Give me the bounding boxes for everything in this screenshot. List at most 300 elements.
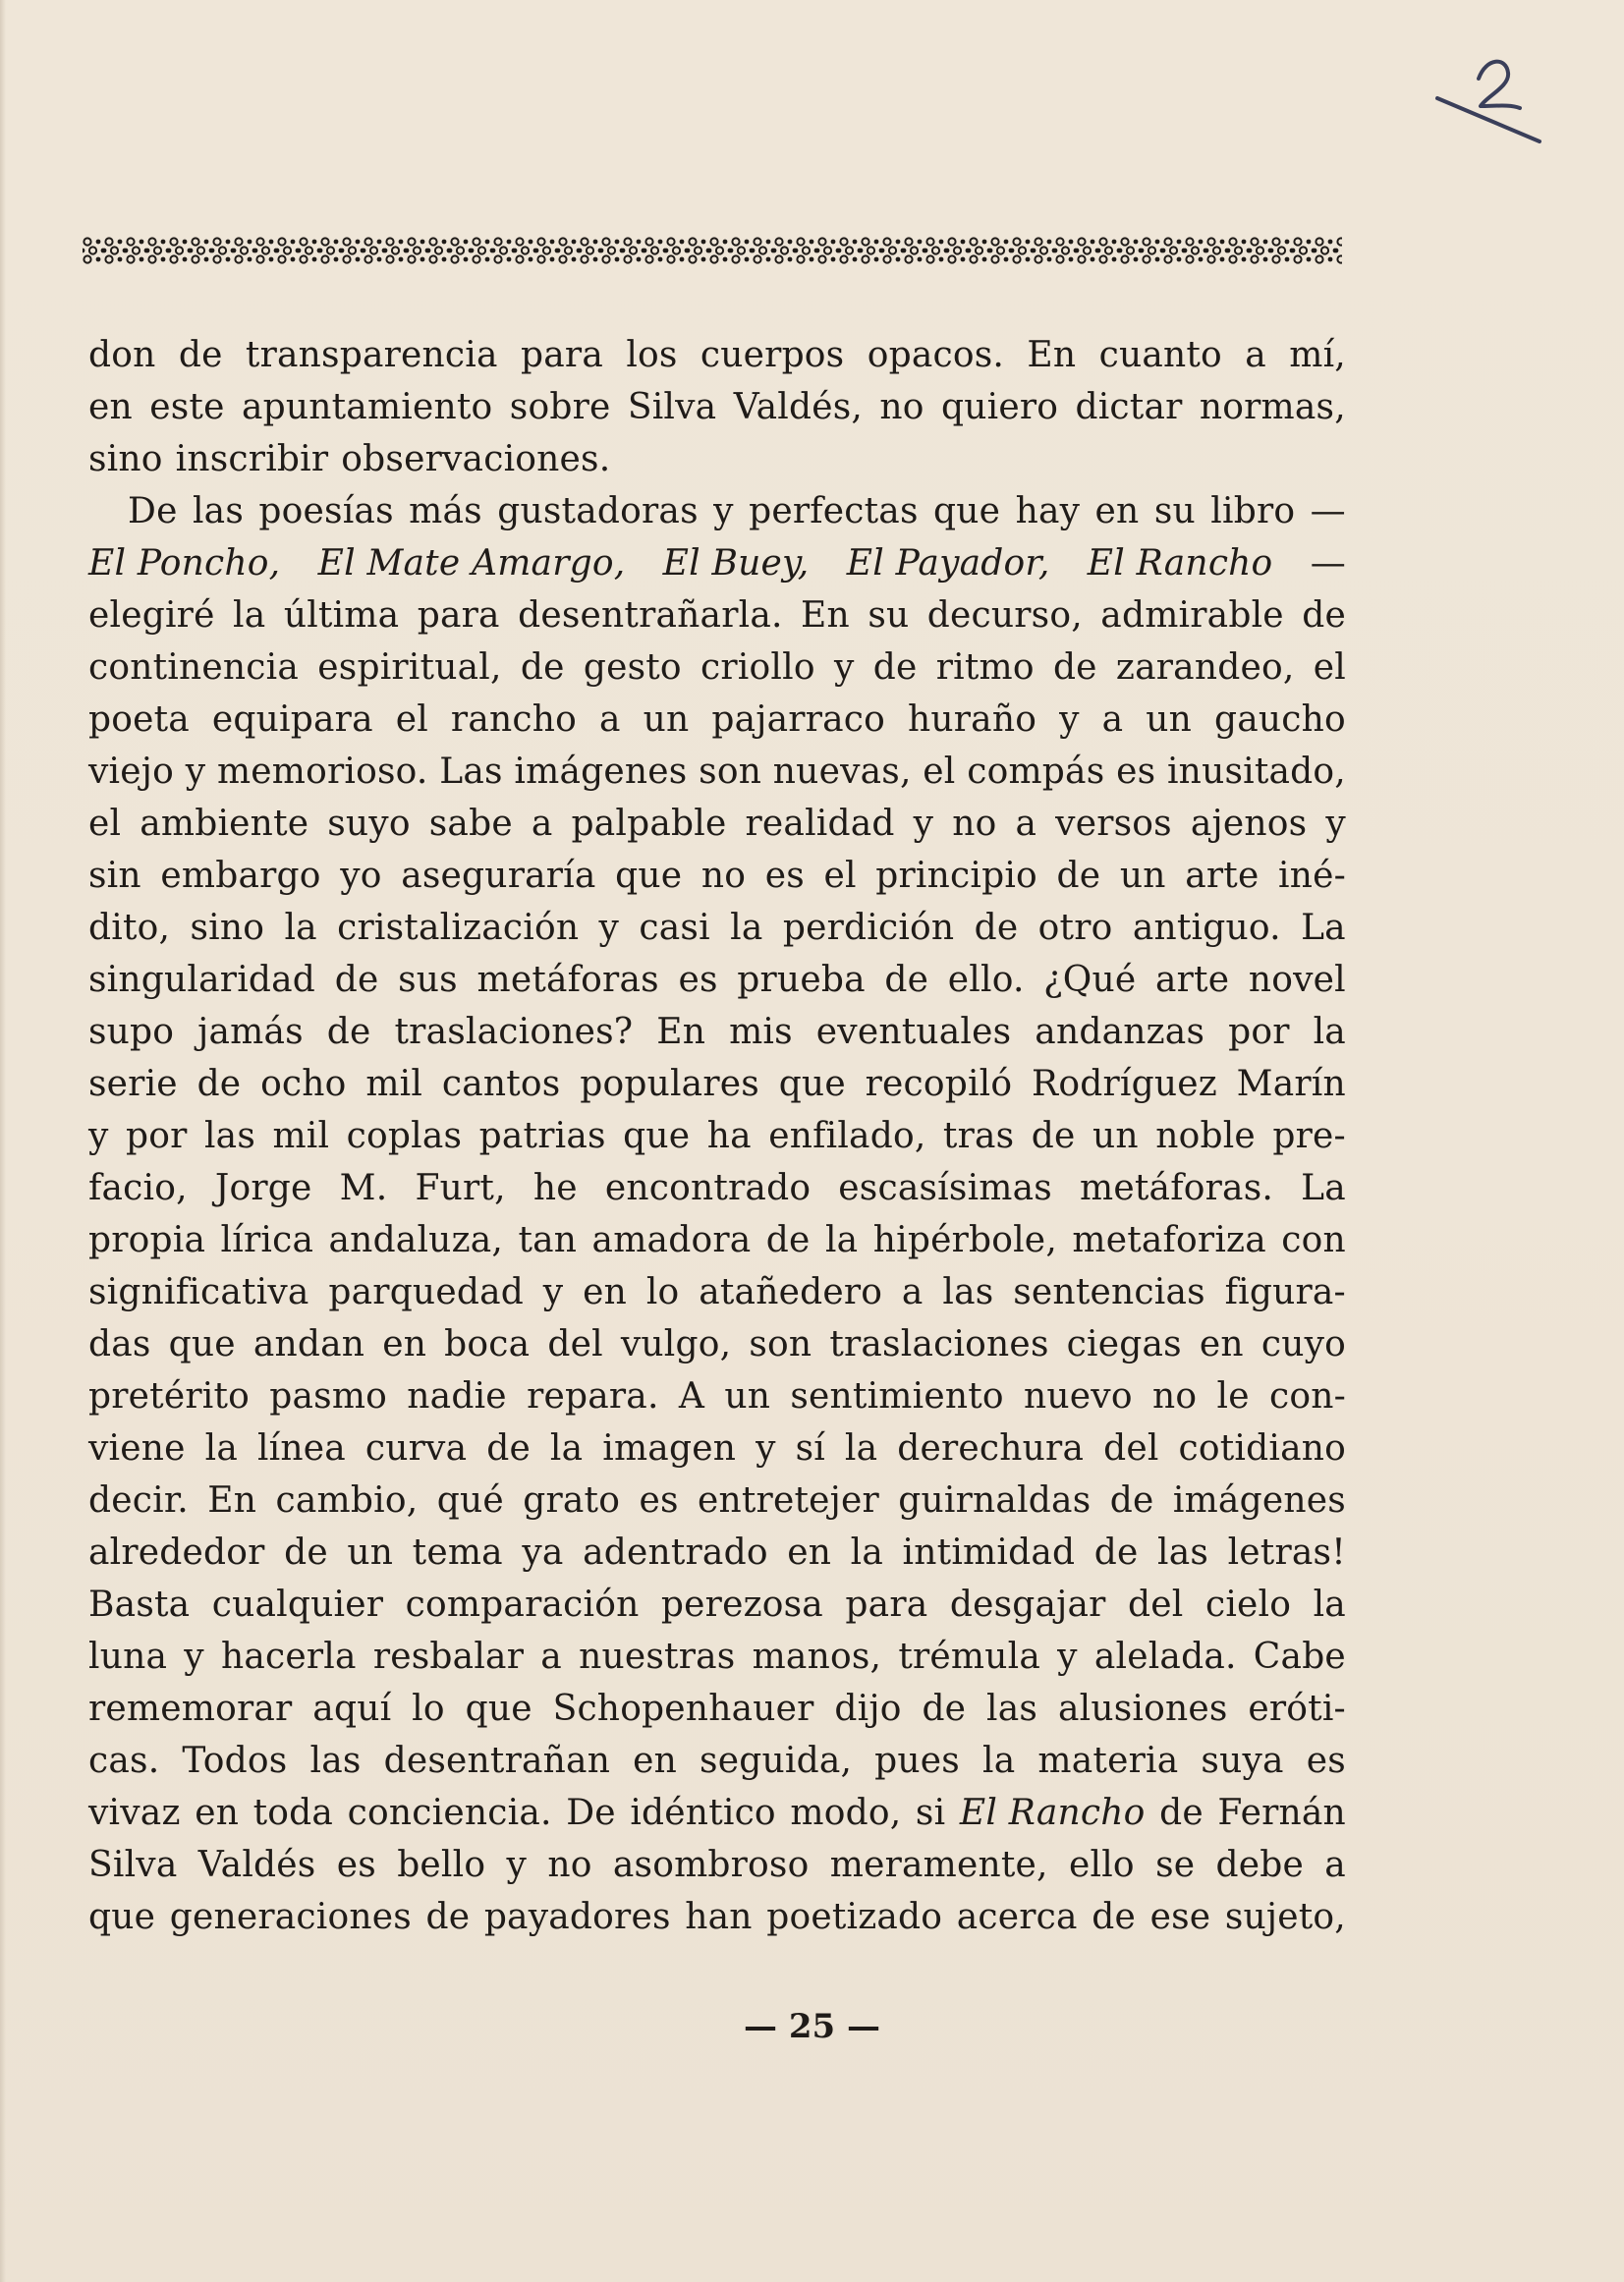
word: opacos. [867, 335, 1005, 375]
word: mí, [1289, 335, 1346, 375]
text-line [88, 694, 1346, 746]
word: de [196, 1064, 242, 1104]
word: se [1155, 1845, 1196, 1885]
word: La [1301, 1168, 1346, 1208]
word: la [1313, 1585, 1346, 1625]
word: un [1092, 1116, 1139, 1156]
text-line [88, 1527, 1346, 1579]
word: ya [522, 1532, 564, 1573]
word: que [88, 1897, 156, 1937]
word: principio [875, 856, 1037, 896]
word: gaucho [1213, 699, 1346, 740]
word: ello [1068, 1845, 1135, 1885]
word: a [1324, 1845, 1346, 1885]
word: atañedero [699, 1272, 883, 1312]
word: en [1094, 491, 1140, 531]
word: Marín [1236, 1064, 1346, 1104]
word: a [531, 804, 553, 844]
word: En [1027, 335, 1077, 375]
word: de [326, 1012, 371, 1052]
word: de [1056, 856, 1101, 896]
word: pre- [1272, 1116, 1346, 1156]
word: la [549, 1428, 584, 1469]
word: eróti- [1248, 1689, 1346, 1729]
word: si [915, 1793, 946, 1833]
text-line [88, 1787, 1346, 1839]
word: nuestras [579, 1637, 736, 1677]
word: en [1199, 1324, 1244, 1364]
word: la [730, 908, 763, 948]
text-line [88, 1735, 1346, 1787]
word: el [823, 856, 857, 896]
word: enfilado, [768, 1116, 926, 1156]
word: payadores [483, 1897, 671, 1937]
word: imágenes [514, 751, 688, 792]
word: qué [436, 1480, 504, 1521]
word: que [623, 1116, 691, 1156]
word: la [233, 595, 266, 636]
word: sin [88, 856, 141, 896]
word: su [1153, 491, 1196, 531]
word: cuanto [1098, 335, 1222, 375]
word: cas. [88, 1741, 160, 1781]
word: por [125, 1116, 188, 1156]
word: es [1116, 751, 1156, 792]
word: quiero [940, 387, 1059, 427]
word: bello [397, 1845, 486, 1885]
word: del [1103, 1428, 1159, 1469]
word: son [699, 751, 762, 792]
word: desentrañarla. [518, 595, 783, 636]
word: arte [1185, 856, 1260, 896]
text-line [88, 1422, 1346, 1475]
word: sobre [509, 387, 611, 427]
word: es [678, 960, 718, 1000]
word: no [1151, 1376, 1198, 1417]
word: memorioso. [216, 751, 428, 792]
word: yo [340, 856, 382, 896]
word: en [195, 1793, 240, 1833]
word: alrededor [88, 1532, 265, 1573]
word: realidad [745, 804, 895, 844]
word: curva [364, 1428, 468, 1469]
word: metáforas. [1080, 1168, 1274, 1208]
word: y [598, 908, 620, 948]
word: sabe [428, 804, 513, 844]
word: a [901, 1272, 924, 1312]
word: cristalización [337, 908, 580, 948]
word: lo [645, 1272, 680, 1312]
word: modo, [790, 1793, 902, 1833]
word: Jorge [214, 1168, 312, 1208]
word: El Payador, [846, 543, 1050, 584]
word: perezosa [660, 1585, 823, 1625]
text-line [88, 1683, 1346, 1735]
word: de [1052, 647, 1097, 688]
text-line [88, 1318, 1346, 1370]
word: don [88, 335, 156, 375]
word: singularidad [88, 960, 316, 1000]
word: no [547, 1845, 592, 1885]
word: las [309, 1741, 362, 1781]
word: apuntamiento [241, 387, 493, 427]
word: suyo [327, 804, 411, 844]
word: sino [88, 439, 163, 479]
word: en [583, 1272, 628, 1312]
word: imágenes [1172, 1480, 1346, 1521]
word: rememorar [88, 1689, 293, 1729]
word: los [626, 335, 678, 375]
word: huraño [908, 699, 1037, 740]
word: El Buey, [662, 543, 810, 584]
word: libro [1210, 491, 1296, 531]
text-line [88, 1006, 1346, 1058]
word: encontrado [604, 1168, 812, 1208]
word: versos [1055, 804, 1172, 844]
word: coplas [346, 1116, 463, 1156]
word: gustadoras [497, 491, 699, 531]
word: un [643, 699, 690, 740]
word: de [1109, 1480, 1154, 1521]
word: las [203, 1116, 256, 1156]
word: Silva [88, 1845, 178, 1885]
word: de [520, 647, 565, 688]
text-line [88, 329, 1346, 381]
word: es [336, 1845, 376, 1885]
word: iné- [1278, 856, 1346, 896]
word: decir. [88, 1480, 189, 1521]
word: a [598, 699, 621, 740]
word: vulgo, [620, 1324, 732, 1364]
word: es [1306, 1741, 1346, 1781]
word: antiguo. [1132, 908, 1281, 948]
word: cualquier [211, 1585, 384, 1625]
text-line [88, 1214, 1346, 1266]
word: andan [252, 1324, 365, 1364]
word: grato [523, 1480, 621, 1521]
word: poetizado [766, 1897, 943, 1937]
word: con [1281, 1220, 1346, 1260]
word: Cabe [1253, 1637, 1346, 1677]
word: luna [88, 1637, 168, 1677]
text-line [88, 1891, 1346, 1943]
word: meramente, [829, 1845, 1048, 1885]
word: dito, [88, 908, 171, 948]
word: la [1313, 1012, 1346, 1052]
word: gesto [583, 647, 682, 688]
text-line [88, 1579, 1346, 1631]
decorative-header-border [83, 234, 1342, 267]
word: elegiré [88, 595, 215, 636]
word: su [868, 595, 910, 636]
word: sentencias [1013, 1272, 1205, 1312]
word: das [88, 1324, 151, 1364]
word: pasmo [269, 1376, 388, 1417]
word: y [1325, 804, 1346, 844]
word: inscribir [175, 439, 329, 479]
word: transparencia [245, 335, 498, 375]
word: sino [190, 908, 265, 948]
word: acerca [956, 1897, 1078, 1937]
word: y [1059, 699, 1080, 740]
word: dictar [1075, 387, 1183, 427]
word: en [382, 1324, 427, 1364]
word: que [168, 1324, 236, 1364]
word: sentimiento [790, 1376, 1004, 1417]
text-line [88, 1475, 1346, 1527]
text-line [88, 485, 1346, 537]
word: ritmo [935, 647, 1035, 688]
text-line [88, 1058, 1346, 1110]
word: hipérbole, [872, 1220, 1057, 1260]
word: — [1310, 491, 1346, 531]
word: el [88, 804, 122, 844]
word: ha [706, 1116, 752, 1156]
word: populares [580, 1064, 759, 1104]
text-line [88, 1266, 1346, 1318]
word: Furt, [415, 1168, 506, 1208]
page-number: — 25 — [744, 2007, 880, 2046]
word: y [833, 647, 855, 688]
word: otro [1037, 908, 1113, 948]
word: del [547, 1324, 603, 1364]
word: de [922, 1689, 967, 1729]
word: Basta [88, 1585, 191, 1625]
word: las [986, 1689, 1038, 1729]
word: que [933, 491, 1001, 531]
text-line [88, 641, 1346, 694]
word: admirable [1100, 595, 1284, 636]
word: las [192, 491, 245, 531]
word: En [207, 1480, 257, 1521]
word: tan [518, 1220, 578, 1260]
word: y [713, 491, 734, 531]
word: Todos [182, 1741, 288, 1781]
word: rancho [450, 699, 578, 740]
word: El Poncho, [88, 543, 281, 584]
word: generaciones [169, 1897, 412, 1937]
word: eventuales [815, 1012, 1012, 1052]
handwritten-page-annotation [1429, 47, 1542, 155]
word: dijo [834, 1689, 902, 1729]
word: de [1093, 1532, 1139, 1573]
word: línea [256, 1428, 346, 1469]
word: la [824, 1220, 859, 1260]
word: En [656, 1012, 706, 1052]
text-line [88, 850, 1346, 902]
word: toda [252, 1793, 334, 1833]
word: lo [412, 1689, 445, 1729]
word: y [184, 1637, 204, 1677]
word: y [913, 804, 934, 844]
word: desentrañan [383, 1741, 611, 1781]
word: para [845, 1585, 928, 1625]
word: un [1146, 699, 1193, 740]
word: sus [398, 960, 458, 1000]
word: ese [1149, 1897, 1211, 1937]
word: serie [88, 1064, 178, 1104]
word: por [1228, 1012, 1290, 1052]
word: propia [88, 1220, 206, 1260]
word: arte [1154, 960, 1230, 1000]
word: zarandeo, [1115, 647, 1295, 688]
word: espiritual, [317, 647, 502, 688]
word: de [974, 908, 1019, 948]
word: embargo [160, 856, 321, 896]
word: debe [1215, 1845, 1305, 1885]
word: poeta [88, 699, 190, 740]
word: comparación [405, 1585, 640, 1625]
word: metaforiza [1072, 1220, 1266, 1260]
word: a [1015, 804, 1037, 844]
word: resbalar [372, 1637, 525, 1677]
word: viejo [88, 751, 174, 792]
word: El Rancho [959, 1793, 1146, 1833]
word: son [749, 1324, 812, 1364]
word: nuevas, [772, 751, 912, 792]
word: mil [272, 1116, 330, 1156]
page-edge-shadow [0, 0, 6, 2282]
word: este [149, 387, 225, 427]
word: significativa [88, 1272, 309, 1312]
word: cotidiano [1178, 1428, 1346, 1469]
word: recopiló [865, 1064, 1013, 1104]
word: no [700, 856, 747, 896]
word: materia [1037, 1741, 1179, 1781]
text-line [88, 1631, 1346, 1683]
word: seguida, [700, 1741, 853, 1781]
word: La [1301, 908, 1346, 948]
word: de [1159, 1793, 1204, 1833]
word: decurso, [926, 595, 1083, 636]
word: vivaz [88, 1793, 181, 1833]
word: metáforas [476, 960, 659, 1000]
word: para [521, 335, 603, 375]
word: trémula [898, 1637, 1040, 1677]
word: ello. [947, 960, 1025, 1000]
word: mis [729, 1012, 793, 1052]
word: cantos [441, 1064, 561, 1104]
word: de [486, 1428, 531, 1469]
word: nadie [407, 1376, 507, 1417]
word: supo [88, 1012, 175, 1052]
word: la [982, 1741, 1016, 1781]
word: Schopenhauer [552, 1689, 814, 1729]
word: ocho [260, 1064, 347, 1104]
word: inusitado, [1166, 751, 1346, 792]
word: idéntico [630, 1793, 776, 1833]
word: mil [365, 1064, 423, 1104]
word: es [639, 1480, 679, 1521]
body-text [88, 329, 1346, 1943]
word: equipara [211, 699, 373, 740]
word: y [506, 1845, 528, 1885]
word: intimidad [902, 1532, 1076, 1573]
word: patrias [478, 1116, 606, 1156]
word: criollo [700, 647, 815, 688]
word: conciencia. [347, 1793, 552, 1833]
word: compás [967, 751, 1105, 792]
word: pretérito [88, 1376, 250, 1417]
word: boca [444, 1324, 531, 1364]
word: El Rancho [1087, 543, 1273, 584]
word: tras [942, 1116, 1015, 1156]
word: A [678, 1376, 705, 1417]
word: letras! [1227, 1532, 1346, 1573]
word: un [347, 1532, 394, 1573]
word: desgajar [949, 1585, 1106, 1625]
word: la [284, 908, 317, 948]
word: de [334, 960, 379, 1000]
text-line [88, 954, 1346, 1006]
text-line [88, 1162, 1346, 1214]
word: de [872, 647, 918, 688]
word: andaluza, [328, 1220, 504, 1260]
word: el [1313, 647, 1346, 688]
word: viene [88, 1428, 186, 1469]
word: facio, [88, 1168, 188, 1208]
word: y [756, 1428, 776, 1469]
word: Silva [627, 387, 717, 427]
word: normas, [1199, 387, 1346, 427]
word: nuevo [1024, 1376, 1133, 1417]
word: poesías [258, 491, 394, 531]
word: perfectas [749, 491, 919, 531]
word: ambiente [140, 804, 309, 844]
word: jamás [197, 1012, 304, 1052]
word: Valdés [197, 1845, 316, 1885]
word: traslaciones? [394, 1012, 634, 1052]
word: tema [412, 1532, 503, 1573]
word: es [764, 856, 805, 896]
word: casi [639, 908, 710, 948]
word: asombroso [612, 1845, 810, 1885]
word: pues [874, 1741, 960, 1781]
word: la [850, 1532, 884, 1573]
word: cambio, [275, 1480, 419, 1521]
word: con- [1268, 1376, 1346, 1417]
word: Valdés, [733, 387, 864, 427]
word: derechura [897, 1428, 1085, 1469]
word: ajenos [1190, 804, 1308, 844]
word: novel [1248, 960, 1346, 1000]
word: manos, [752, 1637, 882, 1677]
word: andanzas [1035, 1012, 1205, 1052]
word: suya [1201, 1741, 1284, 1781]
text-line [88, 798, 1346, 850]
word: cuyo [1260, 1324, 1346, 1364]
word: cielo [1204, 1585, 1292, 1625]
word: del [1128, 1585, 1184, 1625]
word: continencia [88, 647, 300, 688]
word: a [1245, 335, 1266, 375]
word: las [942, 1272, 994, 1312]
word: Las [439, 751, 503, 792]
word: de [884, 960, 929, 1000]
text-line [88, 1839, 1346, 1891]
text-line [88, 537, 1346, 589]
word: lírica [220, 1220, 314, 1260]
word: que [465, 1689, 532, 1729]
word: alelada. [1093, 1637, 1237, 1677]
word: a [1101, 699, 1124, 740]
word: El Mate Amargo, [317, 543, 626, 584]
word: de [1031, 1116, 1076, 1156]
word: la [844, 1428, 878, 1469]
word: adentrado [583, 1532, 768, 1573]
word: figura- [1224, 1272, 1346, 1312]
word: perdición [782, 908, 955, 948]
